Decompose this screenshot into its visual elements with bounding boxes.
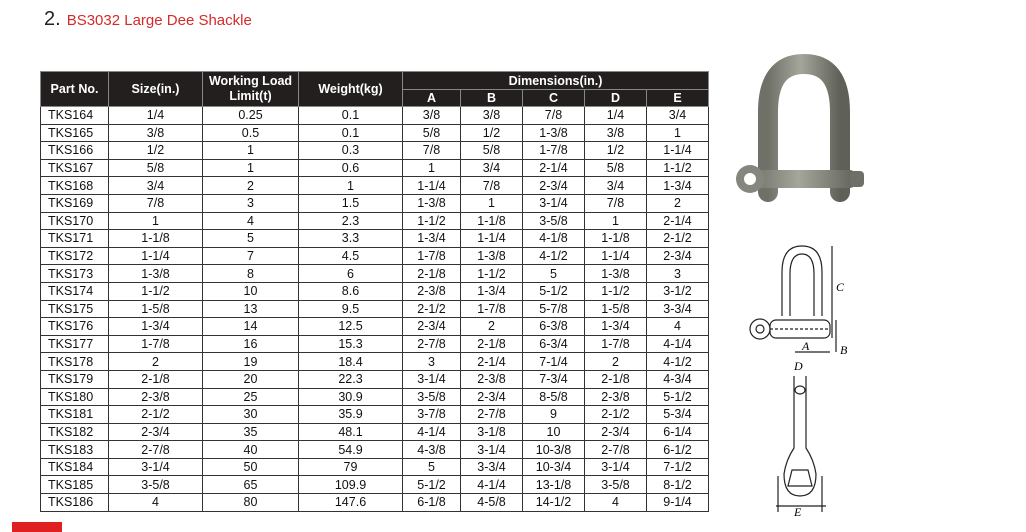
header-working-load-limit — [203, 72, 299, 107]
cell-dim-b: 3/8 — [461, 107, 523, 125]
cell-dim-b: 5/8 — [461, 142, 523, 160]
cell-dim-b: 1-1/4 — [461, 230, 523, 248]
cell-dim-c: 1-7/8 — [523, 142, 585, 160]
cell-dim-a: 2-1/2 — [403, 300, 461, 318]
cell-dim-a: 1-3/4 — [403, 230, 461, 248]
cell-dim-c: 6-3/4 — [523, 335, 585, 353]
cell-weight: 79 — [299, 458, 403, 476]
cell-dim-d: 3-1/4 — [585, 458, 647, 476]
table-row — [41, 388, 709, 406]
cell-size: 1/4 — [109, 107, 203, 125]
cell-dim-b: 1-3/4 — [461, 282, 523, 300]
cell-part-no: TKS178 — [41, 353, 109, 371]
cell-weight: 0.1 — [299, 124, 403, 142]
cell-dim-c: 3-1/4 — [523, 194, 585, 212]
cell-size: 2 — [109, 353, 203, 371]
cell-size: 1-3/4 — [109, 318, 203, 336]
cell-dim-b: 2-3/4 — [461, 388, 523, 406]
cell-dim-d: 2-1/8 — [585, 370, 647, 388]
cell-weight: 2.3 — [299, 212, 403, 230]
cell-dim-b: 4-1/4 — [461, 476, 523, 494]
cell-dim-d: 7/8 — [585, 194, 647, 212]
cell-dim-d: 2-1/2 — [585, 406, 647, 424]
cell-dim-d: 2 — [585, 353, 647, 371]
cell-dim-d: 1/2 — [585, 142, 647, 160]
cell-size: 3/8 — [109, 124, 203, 142]
cell-dim-d: 1-5/8 — [585, 300, 647, 318]
cell-wll: 50 — [203, 458, 299, 476]
cell-dim-d: 5/8 — [585, 159, 647, 177]
cell-weight: 15.3 — [299, 335, 403, 353]
cell-dim-e: 1-3/4 — [647, 177, 709, 195]
cell-dim-a: 3-1/4 — [403, 370, 461, 388]
spec-table — [40, 71, 709, 512]
cell-dim-d: 2-7/8 — [585, 441, 647, 459]
cell-weight: 18.4 — [299, 353, 403, 371]
cell-dim-a: 5 — [403, 458, 461, 476]
header-dim-c: C — [523, 90, 585, 107]
cell-size: 2-7/8 — [109, 441, 203, 459]
table-row — [41, 458, 709, 476]
cell-dim-b: 1 — [461, 194, 523, 212]
cell-wll: 14 — [203, 318, 299, 336]
cell-wll: 0.25 — [203, 107, 299, 125]
cell-size: 1-1/2 — [109, 282, 203, 300]
cell-wll: 30 — [203, 406, 299, 424]
shackle-photo — [710, 42, 886, 218]
cell-dim-e: 6-1/2 — [647, 441, 709, 459]
cell-size: 1/2 — [109, 142, 203, 160]
spec-table-body — [41, 107, 709, 512]
cell-dim-c: 5 — [523, 265, 585, 283]
cell-weight: 109.9 — [299, 476, 403, 494]
cell-dim-c: 4-1/8 — [523, 230, 585, 248]
cell-dim-a: 1-7/8 — [403, 247, 461, 265]
cell-wll: 8 — [203, 265, 299, 283]
shackle-front-drawing — [766, 356, 846, 518]
table-row — [41, 177, 709, 195]
cell-dim-c: 2-1/4 — [523, 159, 585, 177]
cell-dim-c: 4-1/2 — [523, 247, 585, 265]
cell-size: 1-3/8 — [109, 265, 203, 283]
cell-wll: 65 — [203, 476, 299, 494]
cell-dim-e: 3 — [647, 265, 709, 283]
cell-dim-e: 2-1/2 — [647, 230, 709, 248]
cell-part-no: TKS173 — [41, 265, 109, 283]
cell-weight: 1 — [299, 177, 403, 195]
header-wll-line2: Limit(t) — [229, 89, 272, 103]
cell-dim-a: 3-5/8 — [403, 388, 461, 406]
cell-dim-a: 5-1/2 — [403, 476, 461, 494]
cell-dim-e: 6-1/4 — [647, 423, 709, 441]
cell-dim-b: 3-1/8 — [461, 423, 523, 441]
cell-part-no: TKS169 — [41, 194, 109, 212]
cell-dim-d: 1-3/8 — [585, 265, 647, 283]
cell-weight: 1.5 — [299, 194, 403, 212]
section-number: 2. — [44, 8, 61, 30]
cell-dim-e: 3/4 — [647, 107, 709, 125]
cell-part-no: TKS185 — [41, 476, 109, 494]
cell-wll: 35 — [203, 423, 299, 441]
cell-size: 1-7/8 — [109, 335, 203, 353]
cell-weight: 35.9 — [299, 406, 403, 424]
cell-dim-d: 1-1/2 — [585, 282, 647, 300]
cell-dim-b: 3-3/4 — [461, 458, 523, 476]
cell-dim-c: 1-3/8 — [523, 124, 585, 142]
cell-dim-c: 7/8 — [523, 107, 585, 125]
cell-wll: 13 — [203, 300, 299, 318]
label-d: D — [794, 359, 803, 373]
shackle-side-drawing — [740, 236, 860, 364]
cell-size: 3/4 — [109, 177, 203, 195]
cell-part-no: TKS166 — [41, 142, 109, 160]
cell-dim-c: 2-3/4 — [523, 177, 585, 195]
cell-dim-d: 1/4 — [585, 107, 647, 125]
cell-dim-d: 1 — [585, 212, 647, 230]
cell-dim-c: 14-1/2 — [523, 494, 585, 512]
cell-dim-a: 3/8 — [403, 107, 461, 125]
cell-wll: 16 — [203, 335, 299, 353]
cell-weight: 12.5 — [299, 318, 403, 336]
table-row — [41, 247, 709, 265]
section-title: BS3032 Large Dee Shackle — [66, 12, 252, 29]
cell-dim-b: 1-1/2 — [461, 265, 523, 283]
red-corner-mark — [12, 522, 62, 532]
cell-size: 2-1/8 — [109, 370, 203, 388]
cell-dim-a: 1-1/2 — [403, 212, 461, 230]
cell-weight: 54.9 — [299, 441, 403, 459]
cell-dim-e: 5-1/2 — [647, 388, 709, 406]
cell-weight: 147.6 — [299, 494, 403, 512]
cell-weight: 22.3 — [299, 370, 403, 388]
label-a: A — [802, 339, 810, 353]
table-row — [41, 300, 709, 318]
cell-dim-a: 7/8 — [403, 142, 461, 160]
cell-dim-a: 3-7/8 — [403, 406, 461, 424]
cell-dim-c: 3-5/8 — [523, 212, 585, 230]
cell-dim-c: 9 — [523, 406, 585, 424]
table-row — [41, 370, 709, 388]
cell-size: 7/8 — [109, 194, 203, 212]
header-dim-d: D — [585, 90, 647, 107]
cell-dim-a: 1 — [403, 159, 461, 177]
cell-dim-c: 13-1/8 — [523, 476, 585, 494]
cell-dim-e: 1 — [647, 124, 709, 142]
label-b: B — [840, 343, 848, 357]
cell-dim-a: 5/8 — [403, 124, 461, 142]
cell-dim-e: 5-3/4 — [647, 406, 709, 424]
table-row — [41, 194, 709, 212]
cell-weight: 0.1 — [299, 107, 403, 125]
table-row — [41, 265, 709, 283]
header-dimensions: Dimensions(in.) — [403, 72, 709, 90]
cell-dim-b: 1/2 — [461, 124, 523, 142]
cell-wll: 25 — [203, 388, 299, 406]
cell-weight: 4.5 — [299, 247, 403, 265]
cell-dim-c: 5-1/2 — [523, 282, 585, 300]
cell-dim-b: 1-7/8 — [461, 300, 523, 318]
table-row — [41, 406, 709, 424]
cell-dim-b: 2-1/8 — [461, 335, 523, 353]
cell-dim-d: 1-1/8 — [585, 230, 647, 248]
cell-size: 3-5/8 — [109, 476, 203, 494]
cell-dim-e: 4 — [647, 318, 709, 336]
cell-part-no: TKS165 — [41, 124, 109, 142]
cell-dim-c: 8-5/8 — [523, 388, 585, 406]
cell-size: 2-3/4 — [109, 423, 203, 441]
cell-size: 3-1/4 — [109, 458, 203, 476]
cell-dim-c: 10-3/4 — [523, 458, 585, 476]
cell-part-no: TKS182 — [41, 423, 109, 441]
cell-part-no: TKS171 — [41, 230, 109, 248]
cell-wll: 80 — [203, 494, 299, 512]
cell-part-no: TKS168 — [41, 177, 109, 195]
cell-dim-e: 4-1/2 — [647, 353, 709, 371]
label-e: E — [794, 505, 802, 518]
cell-dim-e: 7-1/2 — [647, 458, 709, 476]
header-part-no: Part No. — [41, 72, 109, 107]
cell-wll: 1 — [203, 159, 299, 177]
cell-dim-e: 3-1/2 — [647, 282, 709, 300]
cell-wll: 1 — [203, 142, 299, 160]
cell-dim-b: 2 — [461, 318, 523, 336]
table-row — [41, 212, 709, 230]
cell-size: 1-5/8 — [109, 300, 203, 318]
table-row — [41, 353, 709, 371]
cell-weight: 9.5 — [299, 300, 403, 318]
cell-dim-b: 3/4 — [461, 159, 523, 177]
cell-part-no: TKS186 — [41, 494, 109, 512]
cell-dim-b: 2-3/8 — [461, 370, 523, 388]
label-c: C — [836, 280, 845, 294]
cell-part-no: TKS164 — [41, 107, 109, 125]
cell-part-no: TKS183 — [41, 441, 109, 459]
cell-dim-a: 2-7/8 — [403, 335, 461, 353]
cell-wll: 3 — [203, 194, 299, 212]
table-row — [41, 124, 709, 142]
cell-dim-d: 3/4 — [585, 177, 647, 195]
table-row — [41, 107, 709, 125]
cell-dim-a: 4-1/4 — [403, 423, 461, 441]
cell-weight: 48.1 — [299, 423, 403, 441]
cell-part-no: TKS172 — [41, 247, 109, 265]
header-wll-line1: Working Load — [208, 74, 293, 88]
cell-dim-b: 3-1/4 — [461, 441, 523, 459]
cell-dim-d: 2-3/4 — [585, 423, 647, 441]
cell-wll: 10 — [203, 282, 299, 300]
header-dim-b: B — [461, 90, 523, 107]
cell-size: 1 — [109, 212, 203, 230]
section-heading — [44, 8, 252, 36]
table-row — [41, 476, 709, 494]
cell-dim-d: 3-5/8 — [585, 476, 647, 494]
cell-dim-b: 2-1/4 — [461, 353, 523, 371]
cell-part-no: TKS176 — [41, 318, 109, 336]
table-row — [41, 230, 709, 248]
cell-size: 2-1/2 — [109, 406, 203, 424]
cell-part-no: TKS167 — [41, 159, 109, 177]
cell-size: 2-3/8 — [109, 388, 203, 406]
cell-dim-c: 10 — [523, 423, 585, 441]
cell-weight: 3.3 — [299, 230, 403, 248]
cell-size: 4 — [109, 494, 203, 512]
cell-dim-a: 1-1/4 — [403, 177, 461, 195]
cell-dim-a: 1-3/8 — [403, 194, 461, 212]
cell-wll: 5 — [203, 230, 299, 248]
cell-dim-d: 1-7/8 — [585, 335, 647, 353]
cell-dim-c: 7-3/4 — [523, 370, 585, 388]
cell-weight: 6 — [299, 265, 403, 283]
table-row — [41, 282, 709, 300]
cell-weight: 0.6 — [299, 159, 403, 177]
cell-size: 1-1/8 — [109, 230, 203, 248]
cell-dim-d: 3/8 — [585, 124, 647, 142]
cell-dim-e: 8-1/2 — [647, 476, 709, 494]
cell-weight: 30.9 — [299, 388, 403, 406]
cell-dim-e: 1-1/4 — [647, 142, 709, 160]
header-size: Size(in.) — [109, 72, 203, 107]
table-row — [41, 494, 709, 512]
cell-dim-a: 2-3/4 — [403, 318, 461, 336]
cell-wll: 4 — [203, 212, 299, 230]
table-row — [41, 318, 709, 336]
cell-wll: 19 — [203, 353, 299, 371]
cell-dim-a: 3 — [403, 353, 461, 371]
cell-dim-b: 2-7/8 — [461, 406, 523, 424]
cell-part-no: TKS180 — [41, 388, 109, 406]
cell-dim-e: 4-1/4 — [647, 335, 709, 353]
cell-dim-d: 4 — [585, 494, 647, 512]
cell-part-no: TKS170 — [41, 212, 109, 230]
cell-dim-b: 7/8 — [461, 177, 523, 195]
cell-dim-e: 4-3/4 — [647, 370, 709, 388]
cell-wll: 20 — [203, 370, 299, 388]
cell-dim-c: 7-1/4 — [523, 353, 585, 371]
cell-part-no: TKS181 — [41, 406, 109, 424]
cell-dim-b: 1-3/8 — [461, 247, 523, 265]
cell-dim-a: 2-3/8 — [403, 282, 461, 300]
table-row — [41, 335, 709, 353]
cell-wll: 2 — [203, 177, 299, 195]
cell-dim-d: 1-1/4 — [585, 247, 647, 265]
cell-dim-e: 2-1/4 — [647, 212, 709, 230]
table-row — [41, 423, 709, 441]
cell-dim-c: 10-3/8 — [523, 441, 585, 459]
table-row — [41, 159, 709, 177]
cell-dim-e: 2-3/4 — [647, 247, 709, 265]
cell-part-no: TKS177 — [41, 335, 109, 353]
cell-wll: 7 — [203, 247, 299, 265]
cell-dim-d: 2-3/8 — [585, 388, 647, 406]
table-row — [41, 142, 709, 160]
cell-dim-a: 6-1/8 — [403, 494, 461, 512]
header-dim-e: E — [647, 90, 709, 107]
cell-size: 1-1/4 — [109, 247, 203, 265]
cell-dim-e: 3-3/4 — [647, 300, 709, 318]
table-row — [41, 441, 709, 459]
cell-dim-c: 5-7/8 — [523, 300, 585, 318]
cell-wll: 0.5 — [203, 124, 299, 142]
header-dim-a: A — [403, 90, 461, 107]
cell-dim-e: 9-1/4 — [647, 494, 709, 512]
cell-part-no: TKS175 — [41, 300, 109, 318]
cell-dim-b: 4-5/8 — [461, 494, 523, 512]
cell-dim-d: 1-3/4 — [585, 318, 647, 336]
cell-dim-b: 1-1/8 — [461, 212, 523, 230]
cell-weight: 8.6 — [299, 282, 403, 300]
cell-wll: 40 — [203, 441, 299, 459]
cell-part-no: TKS184 — [41, 458, 109, 476]
cell-part-no: TKS174 — [41, 282, 109, 300]
cell-dim-e: 2 — [647, 194, 709, 212]
cell-dim-e: 1-1/2 — [647, 159, 709, 177]
cell-dim-c: 6-3/8 — [523, 318, 585, 336]
cell-part-no: TKS179 — [41, 370, 109, 388]
cell-dim-a: 2-1/8 — [403, 265, 461, 283]
cell-dim-a: 4-3/8 — [403, 441, 461, 459]
cell-size: 5/8 — [109, 159, 203, 177]
header-weight: Weight(kg) — [299, 72, 403, 107]
cell-weight: 0.3 — [299, 142, 403, 160]
